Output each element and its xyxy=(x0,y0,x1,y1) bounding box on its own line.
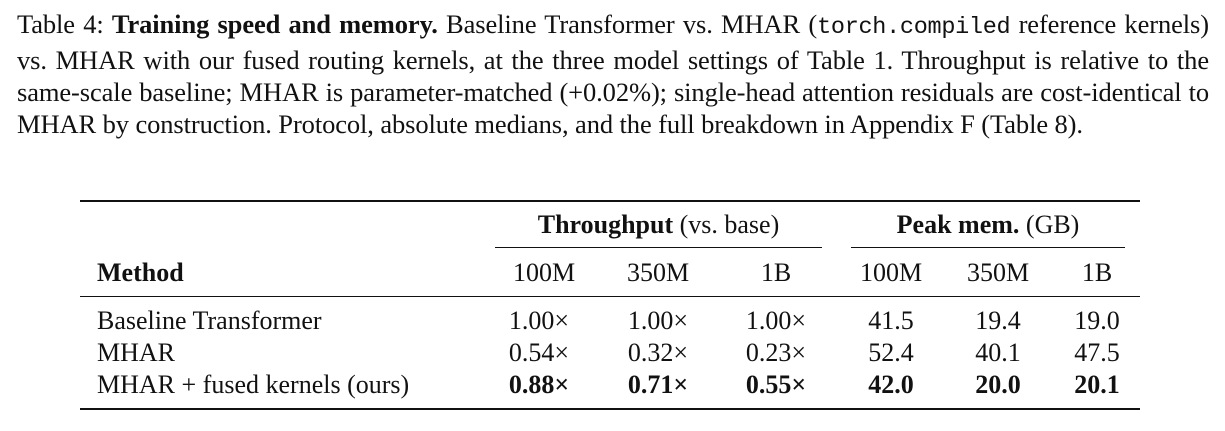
memory-header: Peak mem. (GB) xyxy=(896,210,1080,239)
row-method-baseline: Baseline Transformer xyxy=(97,306,322,335)
caption-title: Training speed and memory. xyxy=(111,9,438,39)
table-cell: 52.4 xyxy=(868,338,914,367)
throughput-header: Throughput (vs. base) xyxy=(537,210,780,239)
table-cell: 42.0 xyxy=(868,370,914,399)
col-header-throughput-1b: 1B xyxy=(760,258,792,287)
row-method-mhar: MHAR xyxy=(97,338,176,367)
memory-cmidrule xyxy=(851,247,1125,248)
table-mid-rule xyxy=(80,296,1140,297)
table-caption xyxy=(17,8,1209,140)
table-cell: 1.00× xyxy=(745,306,807,335)
table-cell: 0.32× xyxy=(627,338,689,367)
method-header: Method xyxy=(97,258,184,287)
caption-label: Table 4: xyxy=(17,9,104,39)
table-cell: 0.71× xyxy=(627,370,689,399)
caption-code: torch.compiled xyxy=(817,14,1011,41)
table-cell: 0.23× xyxy=(745,338,807,367)
caption-text-2: reference kernels) vs. MHAR with our fused routing kernels, at the three model settings of Table 1. Throughput is relative to the same-scale baseline; MHAR is parameter-matched (+0.02%); single-head attention residuals are cost-identical to MHAR by construction. Protocol, absolute medians, and the full breakdown in Appendix F (Table 8). xyxy=(17,9,1209,139)
table-cell: 0.55× xyxy=(745,370,807,399)
table-cell: 41.5 xyxy=(868,306,914,335)
col-header-memory-1b: 1B xyxy=(1081,258,1113,287)
col-header-throughput-100m: 100M xyxy=(512,258,576,287)
table-cell: 1.00× xyxy=(627,306,689,335)
table-cell: 0.88× xyxy=(508,370,570,399)
row-method-mhar-fused: MHAR + fused kernels (ours) xyxy=(97,370,410,399)
table-cell: 40.1 xyxy=(975,338,1021,367)
table-cell: 1.00× xyxy=(508,306,570,335)
table-cell: 20.1 xyxy=(1074,370,1120,399)
table-cell: 47.5 xyxy=(1074,338,1120,367)
table-cell: 0.54× xyxy=(508,338,570,367)
table-cell: 19.4 xyxy=(975,306,1021,335)
col-header-memory-100m: 100M xyxy=(859,258,923,287)
table-cell: 19.0 xyxy=(1074,306,1120,335)
col-header-memory-350m: 350M xyxy=(966,258,1030,287)
throughput-cmidrule xyxy=(495,247,822,248)
table-bottom-rule xyxy=(80,408,1140,410)
col-header-throughput-350m: 350M xyxy=(626,258,690,287)
caption-text-1: Baseline Transformer vs. MHAR ( xyxy=(446,9,818,39)
table-top-rule xyxy=(80,200,1140,202)
table-cell: 20.0 xyxy=(975,370,1021,399)
